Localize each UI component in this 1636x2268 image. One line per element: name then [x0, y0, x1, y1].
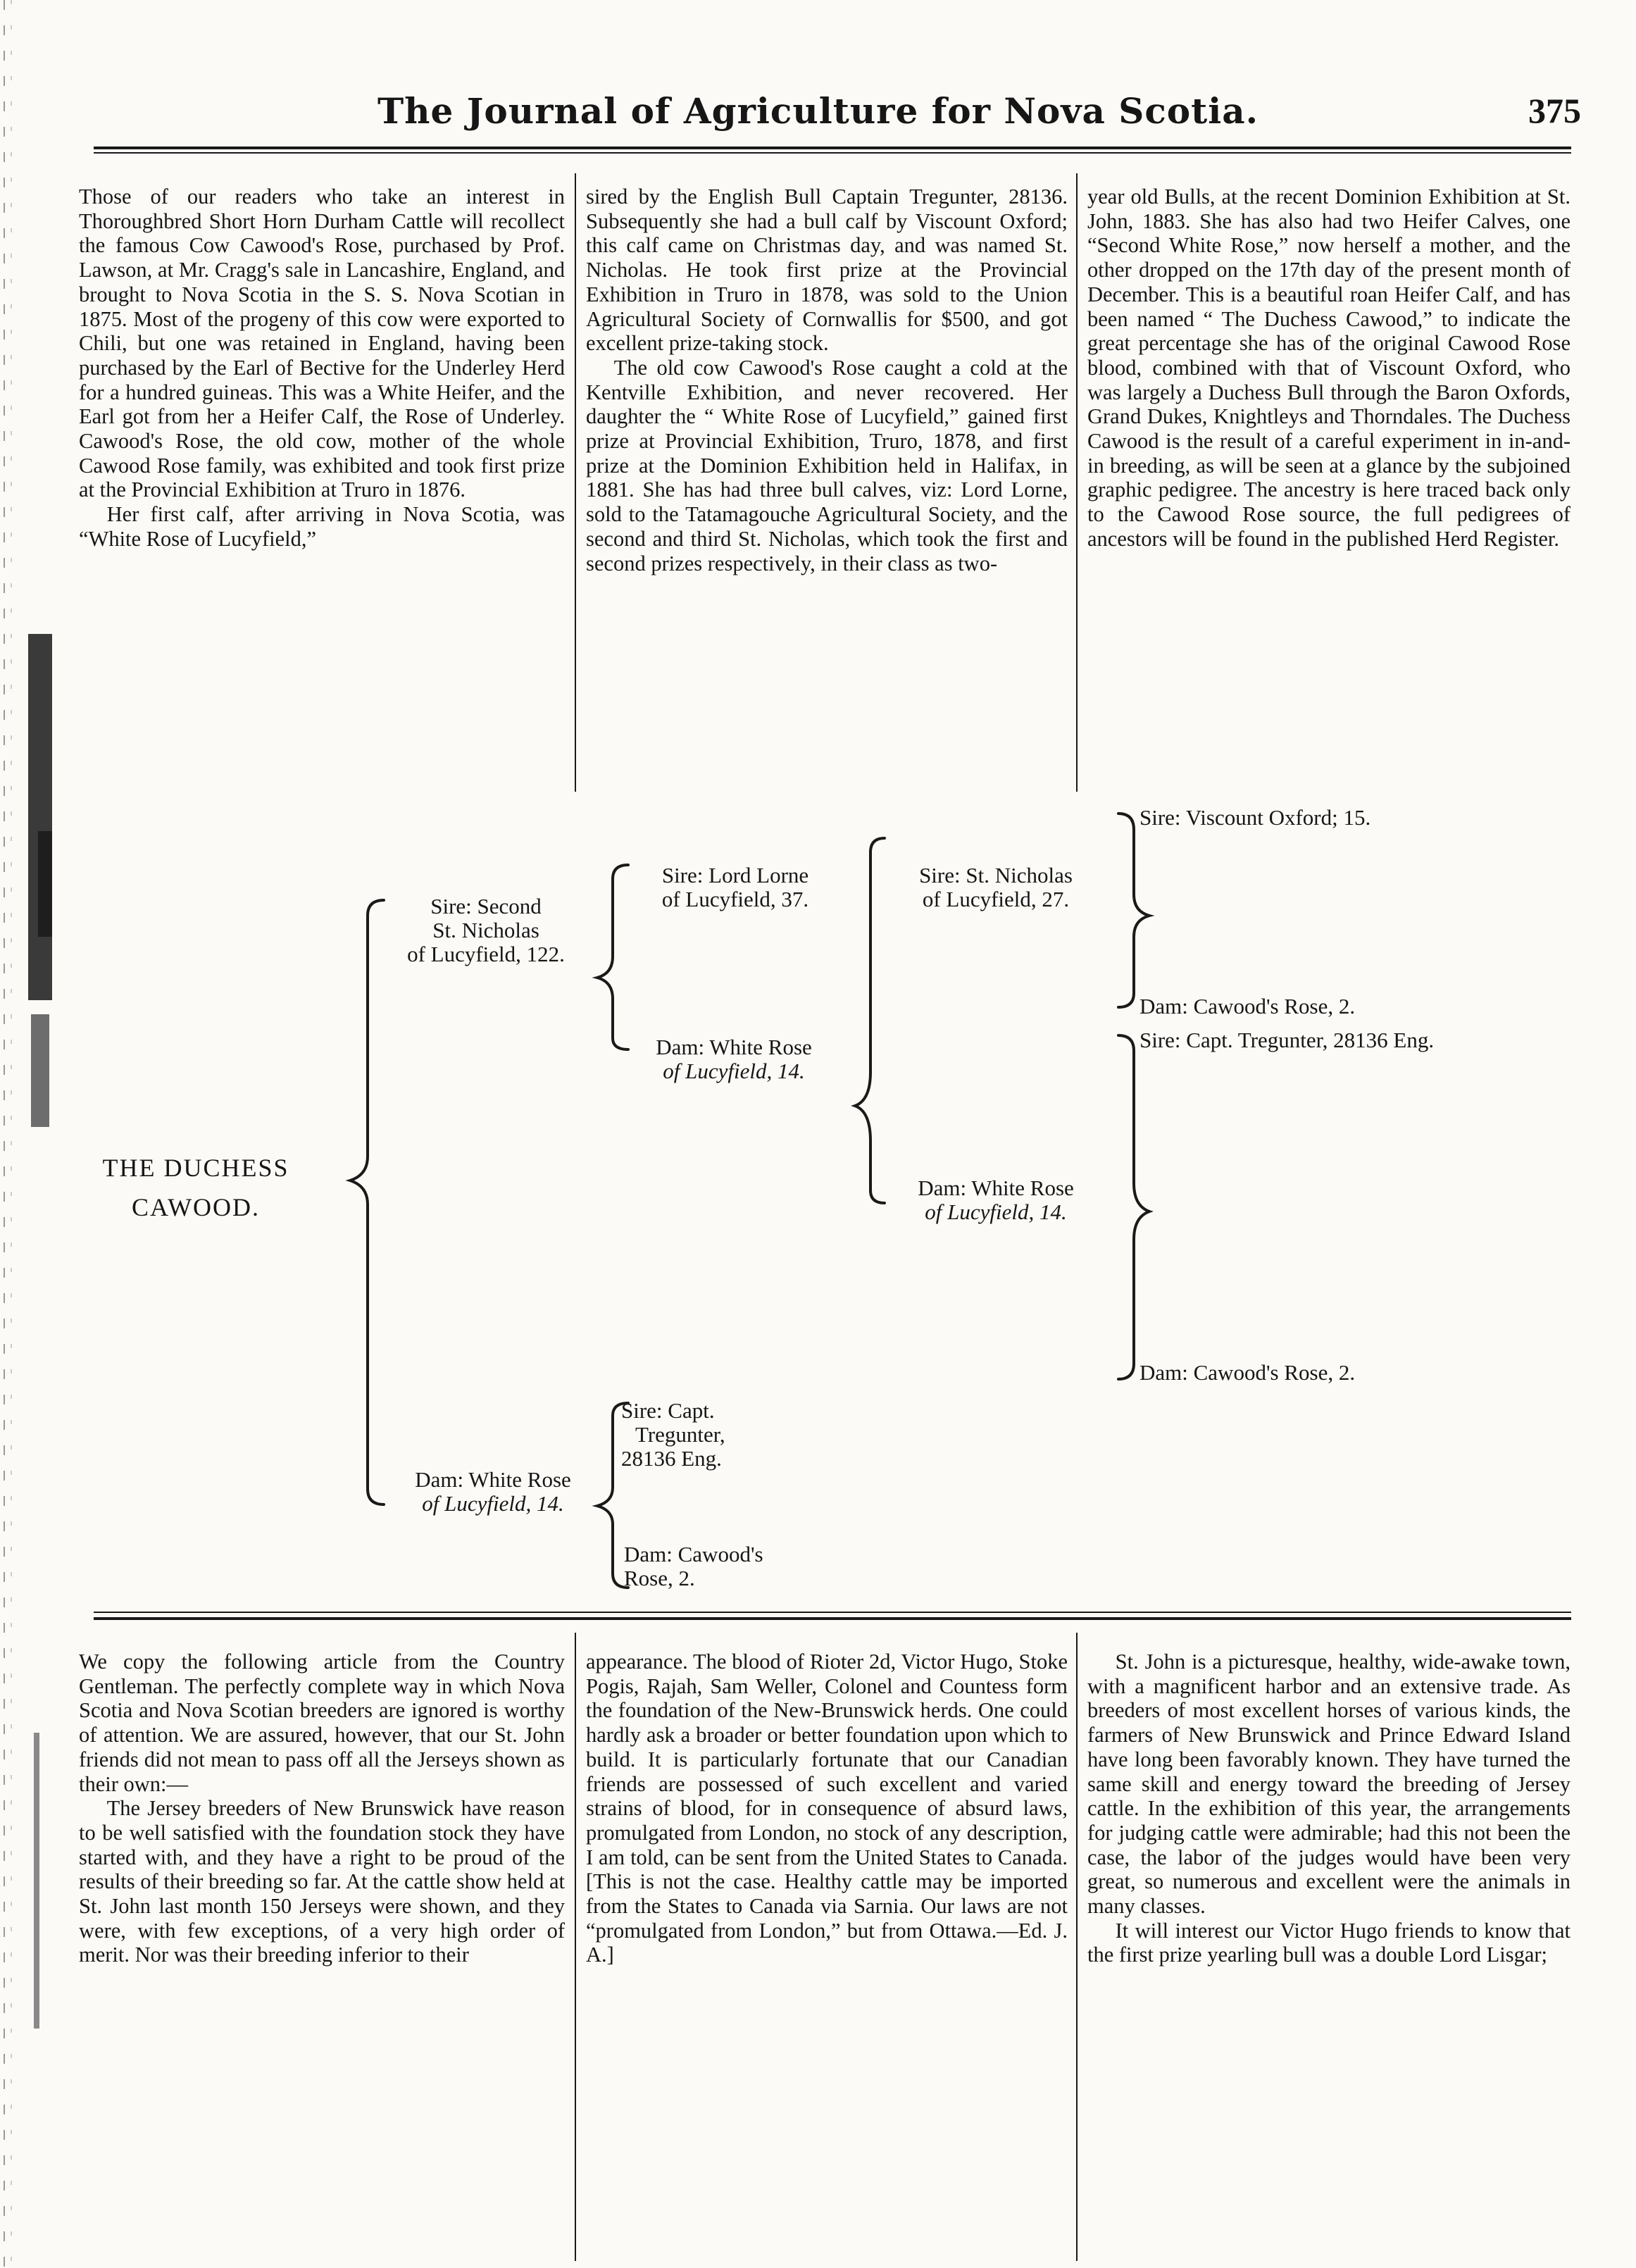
paragraph: The old cow Cawood's Rose caught a cold at the Kentville Exhibition, and never recovered. Her daughter the “ White Rose of Lucyfield,” gained first prize at Provincial Exhibition, Truro, 1878, and first prize at the Dominion Exhibition held in Halifax, in 1881. She has had three bull calves, viz: Lord Lorne, sold to the Tatamagouche Agricultural Society, and the second and third St. Nicholas, which took the first and second prizes respectively, in their class as two- — [586, 355, 1068, 575]
paragraph: The Jersey breeders of New Brunswick have reason to be well satisfied with the foundation stock they have started with, and they have a right to be proud of the results of their breeding so far. At the cattle show held at St. John last month 150 Jerseys were shown, and they were, with few exceptions, of a very high order of merit. Nor was their breeding inferior to their — [79, 1796, 565, 1967]
pedigree-text: of Lucyfield, 37. — [661, 887, 809, 911]
pedigree-text: of Lucyfield, 14. — [422, 1491, 564, 1516]
pedigree-root-line: CAWOOD. — [131, 1193, 261, 1221]
pedigree-text: of Lucyfield, 14. — [925, 1200, 1067, 1224]
pedigree-great-grandsire: Sire: Viscount Oxford; 15. — [1139, 805, 1371, 830]
pedigree-text: Tregunter, — [635, 1422, 725, 1447]
pedigree-sire-sire-sire — [876, 864, 1116, 911]
pedigree-dam-sire — [621, 1399, 725, 1471]
section-rule-thick — [94, 1617, 1571, 1620]
pedigree-great-granddam: Dam: Cawood's Rose, 2. — [1139, 1360, 1356, 1385]
paragraph: year old Bulls, at the recent Dominion Exhibition at St. John, 1883. She has also had two Heifer Calves, one “Second White Rose,” now herself a mother, and the other dropped on the 17th day of the present month of December. This is a beautiful roan Heifer Calf, and has been named “ The Duchess Cawood,” to indicate the great percentage she has of the original Cawood Rose blood, combined with that of Viscount Oxford, who was largely a Duchess Bull through the Baron Oxfords, Grand Dukes, Knightleys and Thorndales. The Duchess Cawood is the result of a careful experiment in in-and-in breeding, as will be seen at a glance by the subjoined graphic pedigree. The ancestry is here traced back only to the Cawood Rose source, the full pedigrees of ancestors will be found in the published Herd Register. — [1087, 185, 1571, 551]
pedigree-text: Dam: White Rose — [656, 1035, 812, 1059]
pedigree-dam-dam — [624, 1543, 763, 1590]
pedigree-text: Rose, 2. — [624, 1566, 695, 1590]
pedigree-text: of Lucyfield, 14. — [663, 1059, 805, 1083]
pedigree-text: Dam: Cawood's — [624, 1542, 763, 1566]
paragraph: appearance. The blood of Rioter 2d, Victor Hugo, Stoke Pogis, Rajah, Sam Weller, Colonel and Countess form the foundation of the New-Brunswick herds. One could hardly ask a broader or better foundation upon which to build. It is particularly fortunate that our Canadian friends are possessed of such excellent and varied strains of blood, for in consequence of absurd laws, promulgated from London, no stock of any description, I am told, can be sent from the United States to Canada. [This is not the case. Healthy cattle may be imported from the States to Canada via Sarnia. Our laws are not “promulgated from London,” but from Ottawa.—Ed. J. A.] — [586, 1650, 1068, 1967]
pedigree-root — [83, 1148, 308, 1227]
journal-running-title: The Journal of Agriculture for Nova Scotia. — [377, 90, 1259, 132]
pedigree-great-granddam: Dam: Cawood's Rose, 2. — [1139, 994, 1356, 1018]
pedigree-text: Sire: Lord Lorne — [661, 863, 809, 887]
paragraph: It will interest our Victor Hugo friends to know that the first prize yearling bull was a double Lord Lisgar; — [1087, 1918, 1571, 1967]
bottom-column-1 — [79, 1650, 565, 2262]
pedigree-text: of Lucyfield, 27. — [922, 887, 1070, 911]
column-divider — [1076, 1633, 1078, 2261]
page-number: 375 — [1528, 91, 1581, 130]
paragraph: St. John is a picturesque, healthy, wide-awake town, with a magnificent harbor and an extensive trade. As breeders of most excellent horses of various kinds, the farmers of New Brunswick and Prince Edward Island have long been favorably known. They have turned the same skill and energy toward the breeding of Jersey cattle. In the exhibition of this year, the arrangements for judging cattle were admirable; had this not been the case, the labor of the judges would have been very great, so numerous and excellent were the animals in many classes. — [1087, 1650, 1571, 1919]
bottom-column-3 — [1087, 1650, 1571, 2262]
section-rule-thin — [94, 1612, 1571, 1613]
pedigree-text: 28136 Eng. — [621, 1446, 722, 1471]
pedigree-sire-dam — [614, 1035, 854, 1083]
pedigree-text: of Lucyfield, 122. — [407, 942, 565, 966]
pedigree-text: Sire: Second — [430, 894, 542, 918]
pedigree-text: Sire: St. Nicholas — [919, 863, 1073, 887]
paragraph: Her first calf, after arriving in Nova Scotia, was “White Rose of Lucyfield,” — [79, 502, 565, 551]
pedigree-text: St. Nicholas — [432, 918, 539, 942]
pedigree-great-grandsire: Sire: Capt. Tregunter, 28136 Eng. — [1139, 1028, 1435, 1052]
pedigree-sire-sire — [617, 864, 854, 911]
bottom-column-2 — [586, 1650, 1068, 2262]
column-divider — [575, 1633, 576, 2261]
pedigree-sire-sire-dam — [876, 1176, 1116, 1224]
pedigree-text: Sire: Capt. — [621, 1398, 715, 1423]
pedigree-root-line: THE DUCHESS — [102, 1154, 289, 1182]
paragraph: We copy the following article from the Country Gentleman. The perfectly complete way in which Nova Scotia and Nova Scotian breeders are ignored is worthy of attention. We are assured, however, that our St. John friends did not mean to pass off all the Jerseys shown as their own:— — [79, 1650, 565, 1796]
pedigree-text: Dam: White Rose — [415, 1467, 571, 1492]
paragraph: Those of our readers who take an interest in Thoroughbred Short Horn Durham Cattle will recollect the famous Cow Cawood's Rose, purchased by Prof. Lawson, at Mr. Cragg's sale in Lancashire, England, and brought to Nova Scotia in the S. S. Nova Scotian in 1875. Most of the progeny of this cow were exported to Chili, but one was retained in England, having been purchased by the Earl of Bective for the Underley Herd for a hundred guineas. This was a White Heifer, and the Earl got from her a Heifer Calf, the Rose of Underley. Cawood's Rose, the old cow, mother of the whole Cawood Rose family, was exhibited and took first prize at the Provincial Exhibition at Truro in 1876. — [79, 185, 565, 502]
pedigree-text: Dam: White Rose — [918, 1176, 1074, 1200]
pedigree-sire — [373, 895, 599, 966]
paragraph: sired by the English Bull Captain Tregunter, 28136. Subsequently she had a bull calf by Viscount Oxford; this calf came on Christmas day, and was named St. Nicholas. He took first prize at the Provincial Exhibition in Truro in 1878, was sold to the Union Agricultural Society of Cornwallis for $500, and got excellent prize-taking stock. — [586, 185, 1068, 356]
pedigree-dam — [380, 1468, 606, 1516]
